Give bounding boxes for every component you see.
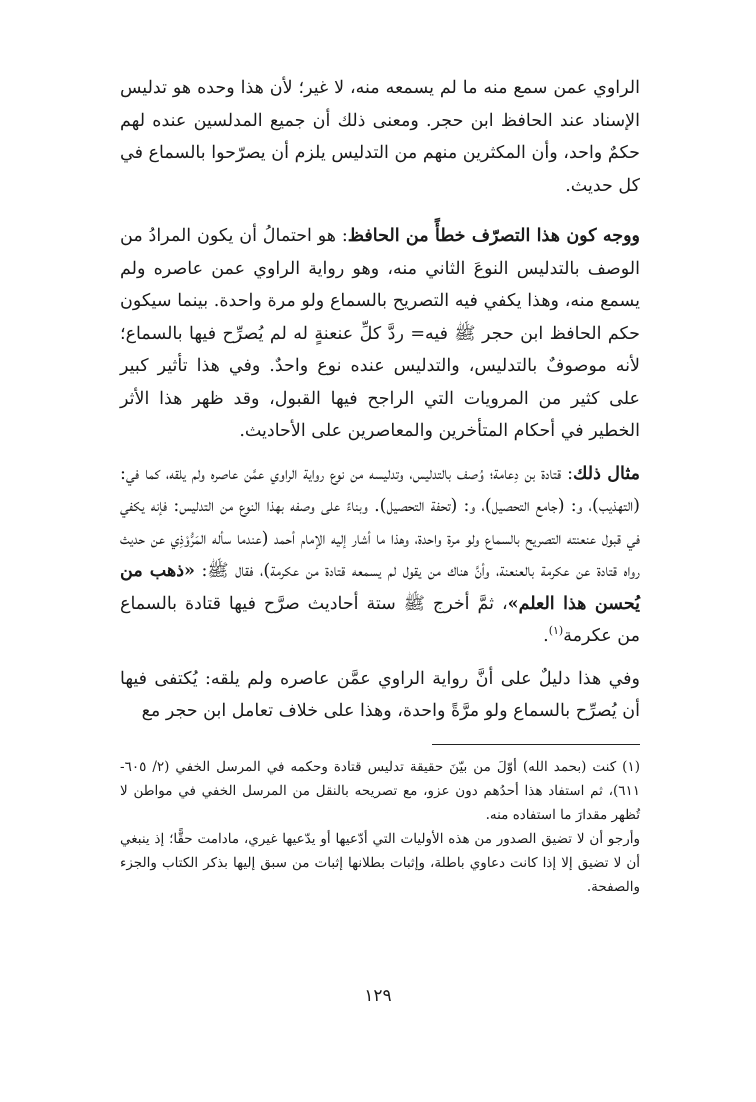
main-text <box>120 72 640 728</box>
paragraph-3 <box>120 458 640 653</box>
text-run: . <box>543 626 549 646</box>
text-run: وفي هذا دليلٌ على أنَّ رواية الراوي عمَّن عاصره ولم يلقه: يُكتفى فيها أن يُصرِّح بالسماع ولو مرَّةً واحدة، وهذا على خلاف تعامل ابن حجر مع <box>120 668 640 721</box>
paragraph-2 <box>120 220 640 448</box>
bold-phrase: «ذهب من يُحسن هذا العلم» <box>120 561 640 614</box>
footnote-ref: (١) <box>548 624 564 638</box>
footnote-1: (١) كنت (بحمد الله) أوّلَ من بيّنَ حقيقة تدليس قتادة وحكمه في المرسل الخفي (٢/ ٦٠٥- ٦١١)، ثم استفاد هذا أحدُهم دون عزو، مع تصريحه بالنقل من المرسل الخفي في مواطن لا تُظهر مقدارَ ما استفاده منه. <box>120 758 640 823</box>
footnote-1-continuation: وأرجو أن لا تضيق الصدور من هذه الأوليات التي أدّعيها أو يدّعيها غيري، مادامت حقًّا؛ إذ ينبغي أن لا تضيق إلا إذا كانت دعاوي باطلة، وإثبات بطلانها إثبات من سبق إليها بذكر الكتاب والجزء والصفحة. <box>120 830 640 895</box>
book-page <box>120 72 640 1072</box>
page-number: ١٢٩ <box>364 986 392 1006</box>
text-run: الراوي عمن سمع منه ما لم يسمعه منه، لا غير؛ لأن هذا وحده هو تدليس الإسناد عند الحافظ ابن حجر. ومعنى ذلك أن جميع المدلسين عنده لهم حكمٌ واحد، وأن المكثرين منهم من التدليس يلزم أن يصرّحوا بالسماع في كل حديث. <box>120 78 640 196</box>
bold-phrase: ووجه كون هذا التصرّف خطأً من الحافظ <box>347 226 641 246</box>
paragraph-1 <box>120 72 640 202</box>
footnote-separator <box>432 744 640 745</box>
paragraph-4 <box>120 663 640 728</box>
footnotes <box>120 755 640 899</box>
text-run: : هو احتمالُ أن يكون المرادُ من الوصف بالتدليس النوعَ الثاني منه، وهو رواية الراوي عمن عاصره ولم يسمع منه، وهذا يكفي فيه التصريح بالسماع ولو مرة واحدة. بينما سيكون حكم الحافظ ابن حجر ﷺ فيه= ردَّ كلِّ عنعنةٍ له لم يُصرِّح فيها بالسماع؛ لأنه موصوفٌ بالتدليس، والتدليس عنده نوع واحدٌ. وفي هذا تأثير كبير على كثير من المرويات التي الراجح فيها القبول، وقد ظهر هذا الأثر الخطير في أحكام المتأخرين والمعاصرين على الأحاديث. <box>120 226 640 441</box>
text-run: ، ثمَّ أخرج ﷺ ستة أحاديث صرَّح فيها قتادة بالسماع من عكرمة <box>120 593 640 646</box>
text-run: : قتادة بن دِعامة؛ وُصف بالتدليس، وتدليسه من نوع رواية الراوي عمَّن عاصره ولم يلقه، كما في: (التهذيب)، و: (جامع التحصيل)، و: (تحفة التحصيل). وبناءً على وصفه بهذا النوع من التدليس: فإنه يكفي في قبول عنعنته التصريح بالسماع ولو مرة واحدة، وهذا ما أشار إليه الإمام أحمد (عندما سأله المَرُّوْذِي عن حديث رواه قتادة عن عكرمة بالعنعنة، وأنَّ هناك من يقول لم يسمعه قتادة من عكرمة)، فقال ﷺ: <box>120 463 641 581</box>
bold-phrase: مثال ذلك <box>573 463 640 484</box>
